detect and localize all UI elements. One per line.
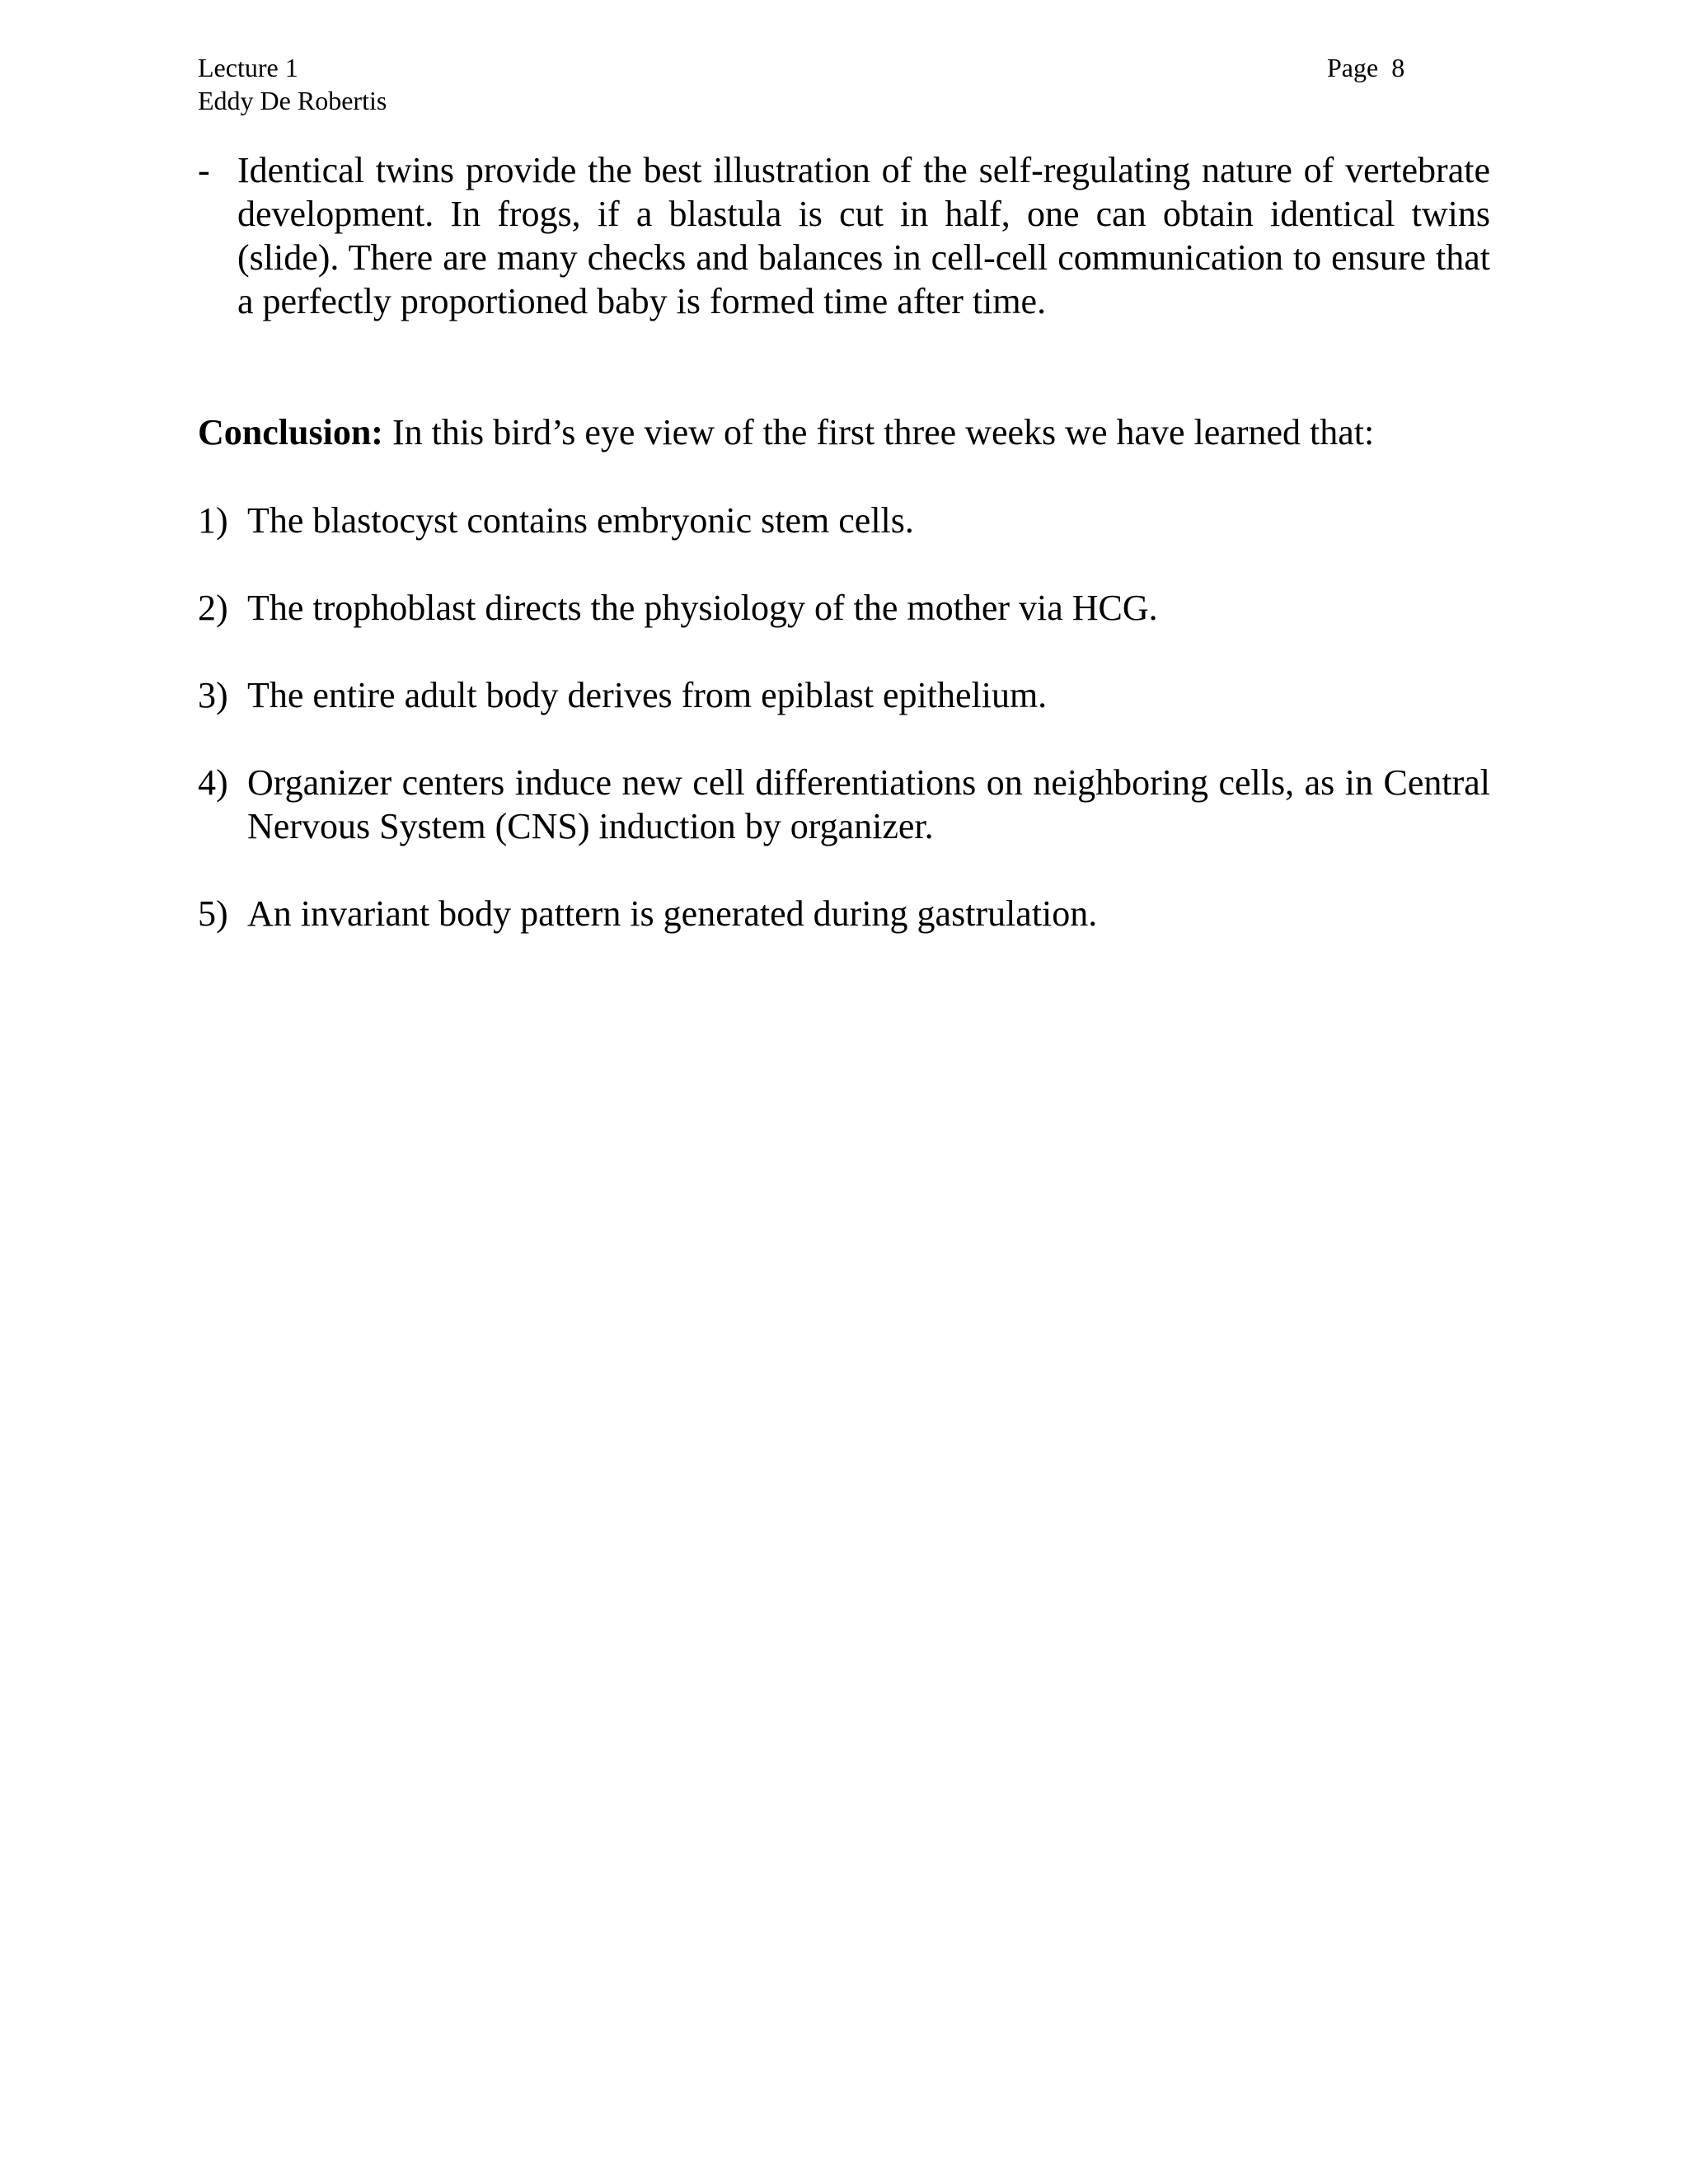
twins-paragraph-text: Identical twins provide the best illustration of the self-regulating nature of vertebrate development. In frogs, if a blastula is cut in half, one can obtain identical twins (slide). There are many checks and balances in cell-cell communication to ensure that a perfectly proportioned baby is formed time after time.: [237, 150, 1490, 321]
lecture-label: Lecture 1: [198, 53, 298, 82]
page-number: Page 8: [1327, 53, 1405, 82]
list-item-text: The blastocyst contains embryonic stem cells.: [247, 500, 914, 541]
conclusion-text: In this bird’s eye view of the first three weeks we have learned that:: [382, 412, 1375, 452]
list-item: [198, 499, 1490, 542]
list-item-number: 3): [198, 675, 228, 715]
twins-paragraph: [198, 148, 1490, 323]
list-item-text: Organizer centers induce new cell differentiations on neighboring cells, as in Central Nervous System (CNS) induction by organizer.: [247, 762, 1490, 846]
list-item-text: The entire adult body derives from epiblast epithelium.: [247, 675, 1048, 715]
conclusion-list: [198, 499, 1490, 979]
list-item: [198, 586, 1490, 630]
list-item: [198, 892, 1490, 935]
list-item-number: 2): [198, 588, 228, 628]
list-item-number: 4): [198, 762, 228, 803]
conclusion-label: Conclusion:: [198, 412, 383, 452]
author-name: Eddy De Robertis: [198, 86, 387, 115]
list-item: [198, 673, 1490, 717]
conclusion-paragraph: [198, 410, 1490, 454]
page-header-left: [198, 51, 387, 117]
list-item: [198, 761, 1490, 848]
list-item-number: 1): [198, 500, 228, 541]
bullet-marker: -: [198, 150, 210, 190]
list-item-number: 5): [198, 893, 228, 934]
list-item-text: An invariant body pattern is generated during gastrulation.: [247, 893, 1098, 934]
list-item-text: The trophoblast directs the physiology of the mother via HCG.: [247, 588, 1158, 628]
